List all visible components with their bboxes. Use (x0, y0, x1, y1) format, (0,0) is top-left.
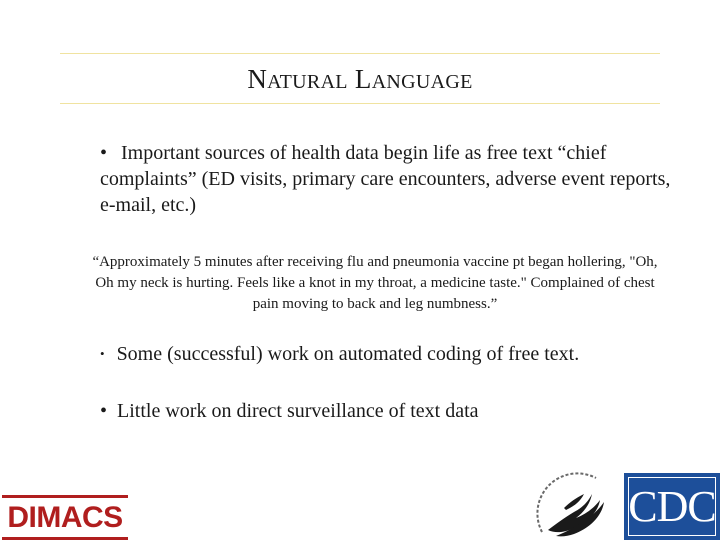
bullet-dot: • (100, 142, 108, 164)
dimacs-logo (2, 495, 128, 540)
title-initial: N (247, 64, 268, 94)
title-rest: ANGUAGE (371, 71, 473, 93)
cdc-logo (624, 473, 720, 540)
dimacs-logo-text: DIMACS (7, 501, 123, 534)
hhs-eagle-logo (534, 472, 622, 540)
bullet-automated-coding (100, 341, 579, 369)
slide-title (0, 64, 720, 95)
cdc-logo-text: CDC (628, 482, 716, 531)
bottom-divider (60, 103, 660, 104)
bullet-dot: • (100, 346, 105, 361)
bullet-free-text-sources (100, 140, 680, 218)
logo-bar (2, 495, 128, 498)
title-initial: L (354, 64, 372, 94)
example-quote: “Approximately 5 minutes after receiving flu and pneumonia vaccine pt began hollering, "Oh, Oh my neck is hurting. Feels like a knot in my throat, a medicine taste." Complained of chest pain moving to back and leg numbness.” (92, 254, 658, 312)
bullet-direct-surveillance (100, 398, 479, 424)
title-rest: ATURAL (267, 71, 348, 93)
bullet-text: Important sources of health data begin life as free text “chief complaints” (ED visits, primary care encounters, adverse event reports, e-mail, etc.) (100, 142, 671, 216)
bullet-text: Little work on direct surveillance of text data (117, 400, 479, 422)
bullet-text: Some (successful) work on automated coding of free text. (116, 343, 580, 365)
top-divider (60, 53, 660, 54)
bullet-dot: • (100, 400, 108, 422)
